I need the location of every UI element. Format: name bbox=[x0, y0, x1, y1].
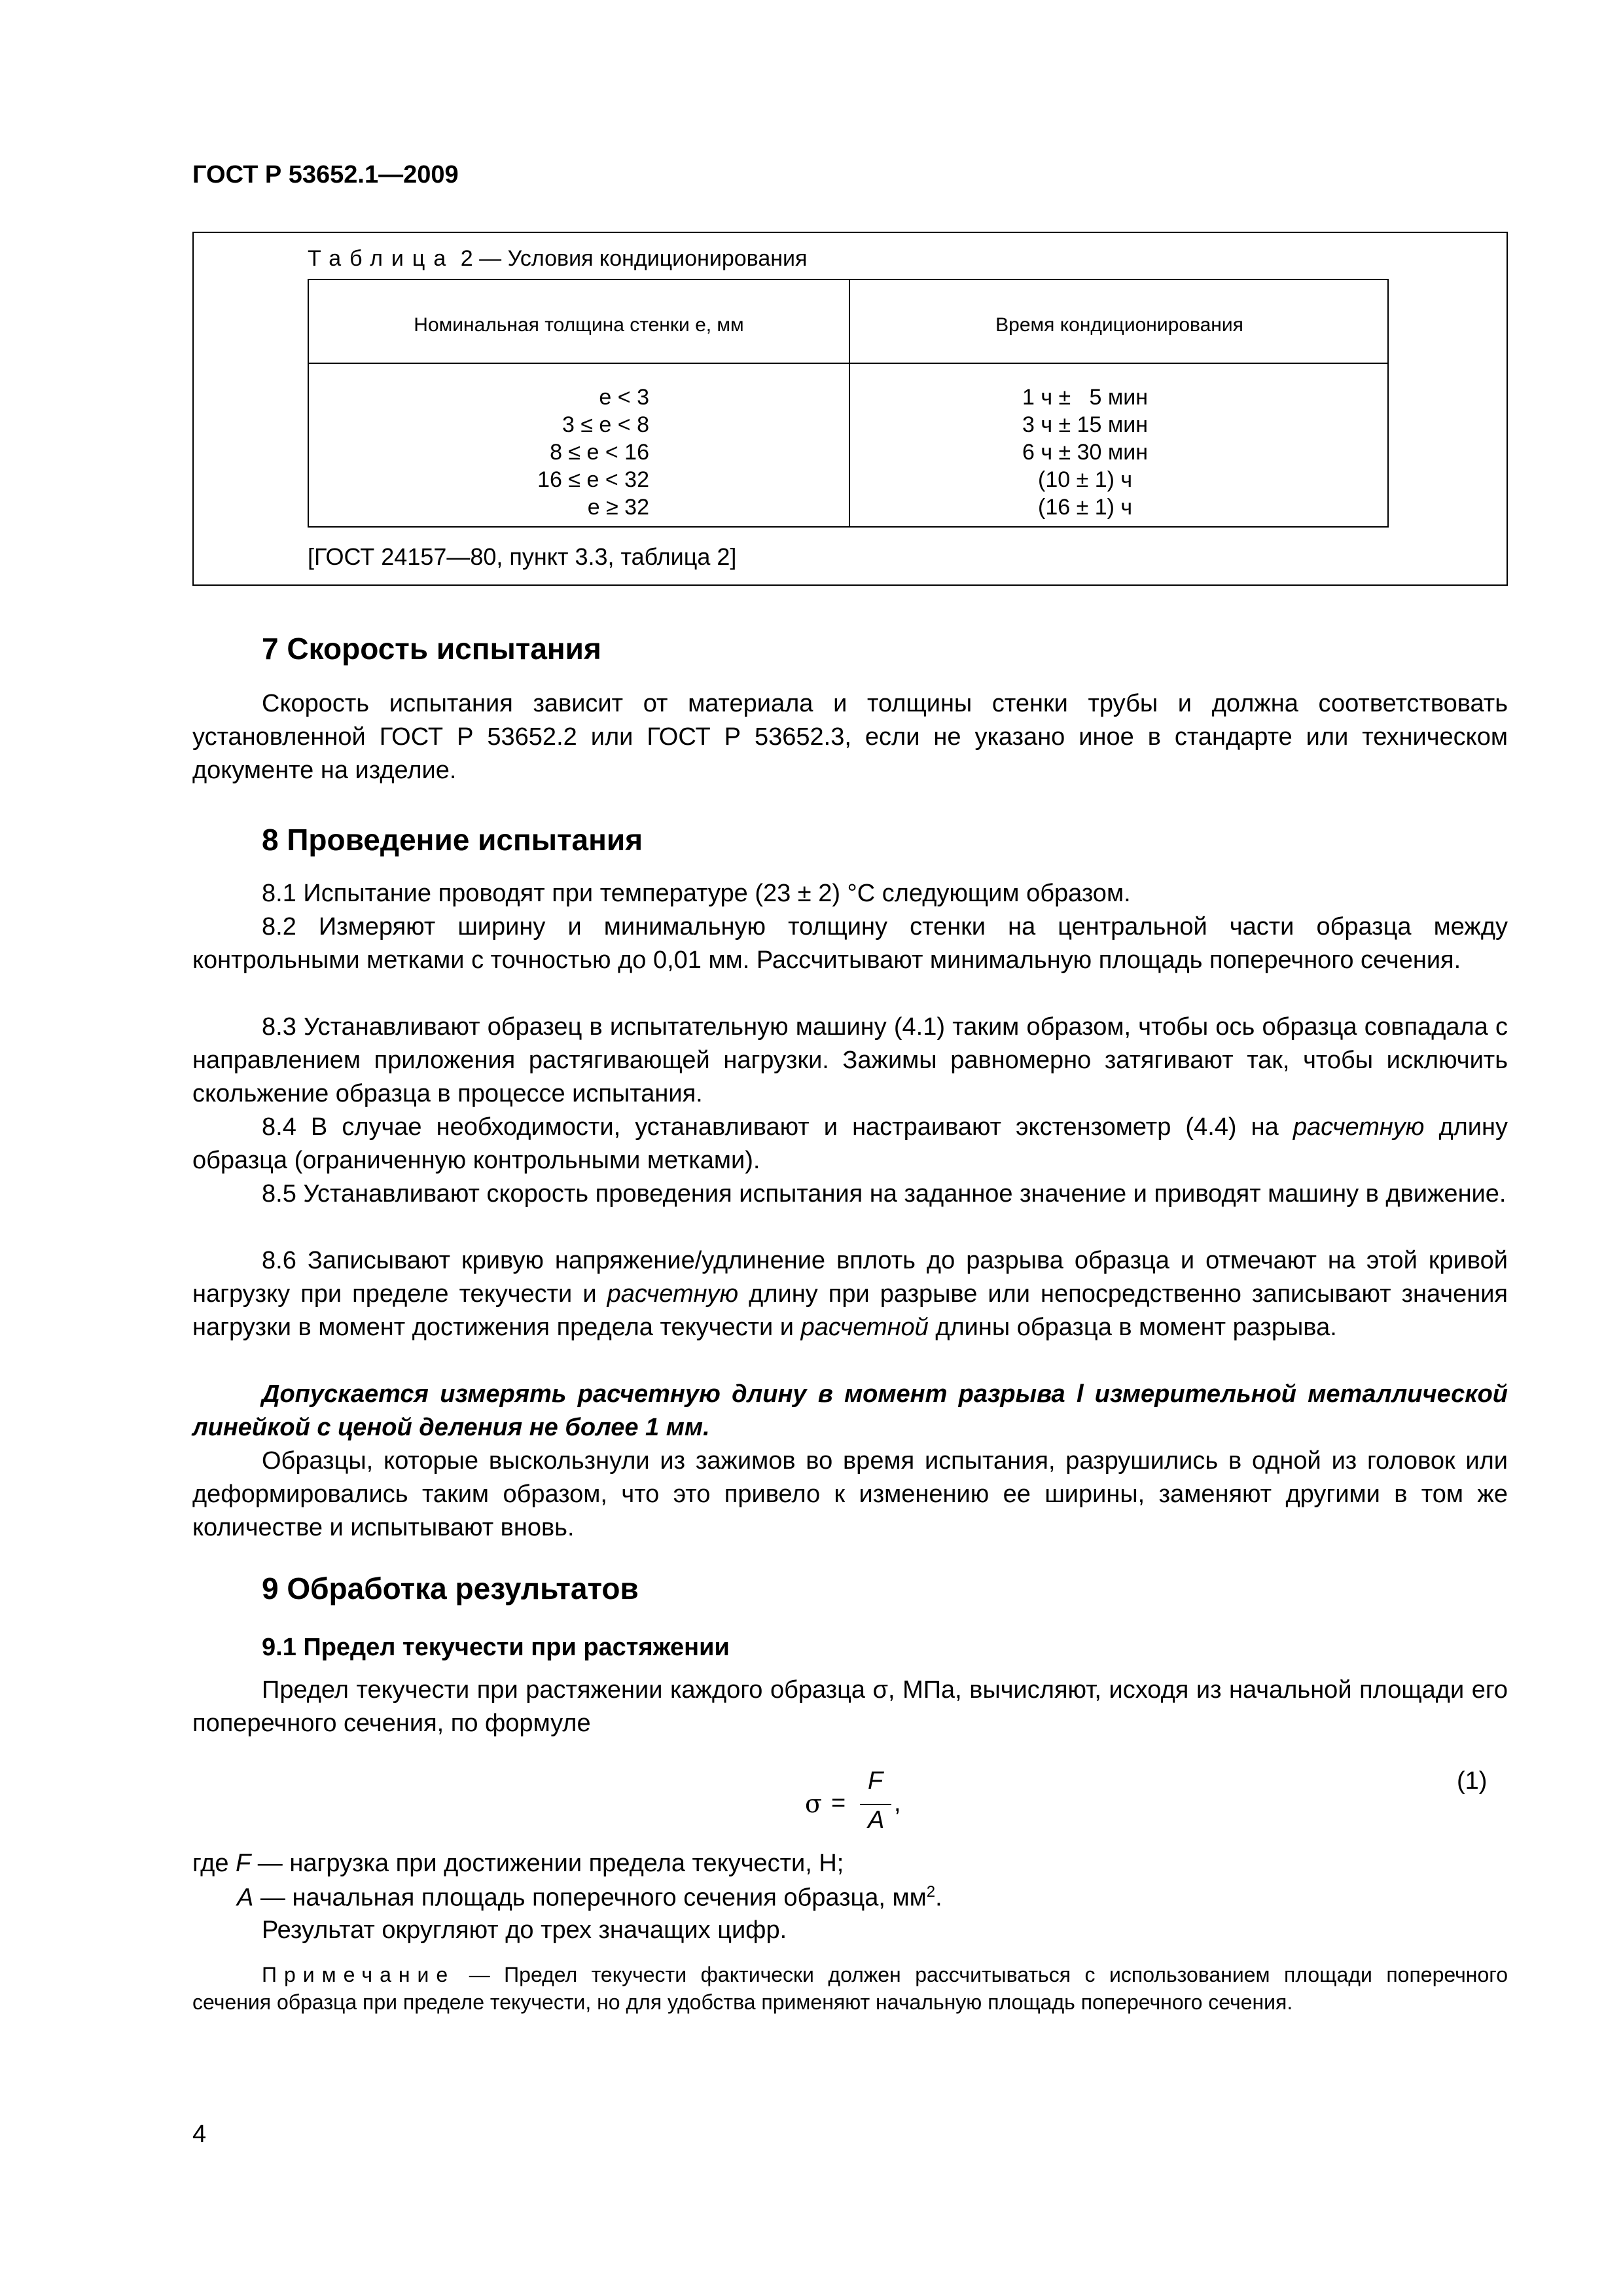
para-8-6 bbox=[192, 1244, 1508, 1344]
formula-equals: = bbox=[831, 1789, 846, 1817]
table-cell-time: 6 ч ± 30 мин bbox=[1022, 440, 1149, 465]
where-A-superscript: 2 bbox=[926, 1883, 936, 1901]
page-number: 4 bbox=[192, 2121, 207, 2148]
table-cell-time: (16 ± 1) ч bbox=[1038, 495, 1133, 520]
para-8-3: 8.3 Устанавливают образец в испытательную машину (4.1) таким образом, чтобы ось образца совпадала с направлением приложения растягивающей нагрузки. Зажимы равномерно затягивают так, чтобы исключить скольжение образца в процессе испытания. bbox=[192, 1013, 1508, 1107]
table-cell-time: 1 ч ± 5 мин bbox=[1022, 385, 1149, 410]
note-text: — Предел текучести фактически должен рассчитываться с использованием площади поперечного сечения образца при пределе текучести, но для удобства применяют начальную площадь поперечного сечения. bbox=[192, 1963, 1508, 2014]
para-8-5: 8.5 Устанавливают скорость проведения испытания на заданное значение и приводят машину в движение. bbox=[262, 1180, 1507, 1208]
section-7-title: 7 Скорость испытания bbox=[262, 632, 601, 666]
section-7-text: Скорость испытания зависит от материала и толщины стенки трубы и должна соответствовать установленной ГОСТ Р 53652.2 или ГОСТ Р 53652.3, если не указано иное в стандарте или техническом документе на изделие. bbox=[192, 690, 1508, 784]
table-cell-thickness: e ≥ 32 bbox=[587, 495, 649, 520]
table-header-thickness: Номинальная толщина стенки e, мм bbox=[414, 314, 744, 336]
section-9-title: 9 Обработка результатов bbox=[262, 1571, 639, 1605]
conditioning-table bbox=[308, 279, 1389, 528]
where-prefix: где bbox=[192, 1850, 236, 1877]
where-F-symbol: F bbox=[236, 1850, 251, 1877]
table-header-divider bbox=[309, 363, 1387, 364]
subsection-9-1-title: 9.1 Предел текучести при растяжении bbox=[262, 1634, 730, 1661]
table-caption-rest: 2 — Условия кондиционирования bbox=[460, 246, 808, 271]
note-9-1 bbox=[192, 1961, 1508, 2016]
para-8-6-text-end: длины образца в момент разрыва. bbox=[928, 1314, 1337, 1341]
para-8-6-text-mid: длину при разрыве или непосредственно записывают значения нагрузки в момент достижения предела текучести и bbox=[192, 1280, 1508, 1341]
para-8-6-text: 8.6 Записывают кривую напряжение/удлинение вплоть до разрыва образца и отмечают на этой кривой нагрузку при пределе текучести и bbox=[192, 1247, 1508, 1308]
para-8-4 bbox=[192, 1111, 1508, 1177]
where-A bbox=[237, 1883, 942, 1912]
table-cell-thickness: 3 ≤ e < 8 bbox=[562, 412, 649, 437]
para-8-4-text: 8.4 В случае необходимости, устанавливают и настраивают экстензометр (4.4) на bbox=[262, 1113, 1293, 1141]
formula-number: (1) bbox=[1457, 1767, 1488, 1795]
formula-numerator: F bbox=[868, 1767, 883, 1795]
para-9-1: Предел текучести при растяжении каждого образца σ, МПа, вычисляют, исходя из начальной площади его поперечного сечения, по формуле bbox=[192, 1676, 1508, 1737]
table-column-thickness bbox=[387, 384, 649, 521]
where-A-end: . bbox=[935, 1884, 942, 1912]
para-8-4-text-end: длину образца (ограниченную контрольными метками). bbox=[192, 1113, 1508, 1174]
table-caption bbox=[308, 246, 807, 272]
table-cell-thickness: 8 ≤ e < 16 bbox=[550, 440, 649, 465]
para-8-specimens: Образцы, которые выскользнули из зажимов во время испытания, разрушились в одной из головок или деформировались таким образом, что это привело к изменению ее ширины, заменяют другими в том же количестве и испытывают вновь. bbox=[192, 1447, 1508, 1541]
where-F-text: — нагрузка при достижении предела текучести, Н; bbox=[251, 1850, 844, 1877]
table-cell-thickness: e < 3 bbox=[599, 385, 649, 410]
formula-denominator: A bbox=[868, 1806, 885, 1834]
para-8-note-bold: Допускается измерять расчетную длину в момент разрыва l измерительной металлической линейкой с ценой деления не более 1 мм. bbox=[192, 1380, 1508, 1441]
table-cell-thickness: 16 ≤ e < 32 bbox=[537, 467, 649, 492]
formula-fraction-bar bbox=[860, 1804, 891, 1805]
document-header: ГОСТ Р 53652.1—2009 bbox=[192, 161, 459, 188]
section-8-title: 8 Проведение испытания bbox=[262, 823, 643, 857]
table-source: [ГОСТ 24157—80, пункт 3.3, таблица 2] bbox=[308, 543, 737, 570]
formula-comma: , bbox=[894, 1789, 901, 1817]
para-8-4-italic: расчетную bbox=[1293, 1113, 1425, 1141]
para-8-6-italic-1: расчетную bbox=[607, 1280, 739, 1308]
note-label: Примечание bbox=[262, 1963, 455, 1986]
where-A-text: — начальная площадь поперечного сечения образца, мм bbox=[253, 1884, 927, 1912]
para-8-6-italic-2: расчетной bbox=[800, 1314, 929, 1341]
rounding-text: Результат округляют до трех значащих цифр. bbox=[262, 1916, 787, 1944]
formula-1 bbox=[805, 1767, 962, 1846]
table-column-time bbox=[1022, 384, 1284, 521]
para-8-1: 8.1 Испытание проводят при температуре (23 ± 2) °С следующим образом. bbox=[262, 880, 1131, 907]
table-cell-time: (10 ± 1) ч bbox=[1038, 467, 1133, 492]
para-8-2: 8.2 Измеряют ширину и минимальную толщину стенки на центральной части образца между контрольными метками с точностью до 0,01 мм. Рассчитывают минимальную площадь поперечного сечения. bbox=[192, 913, 1508, 974]
where-F bbox=[192, 1850, 844, 1878]
table-caption-prefix: Таблица bbox=[308, 246, 455, 271]
table-cell-time: 3 ч ± 15 мин bbox=[1022, 412, 1149, 437]
table-header-time: Время кондиционирования bbox=[995, 314, 1243, 336]
formula-lhs: σ bbox=[805, 1789, 822, 1818]
where-A-symbol: A bbox=[237, 1884, 254, 1912]
